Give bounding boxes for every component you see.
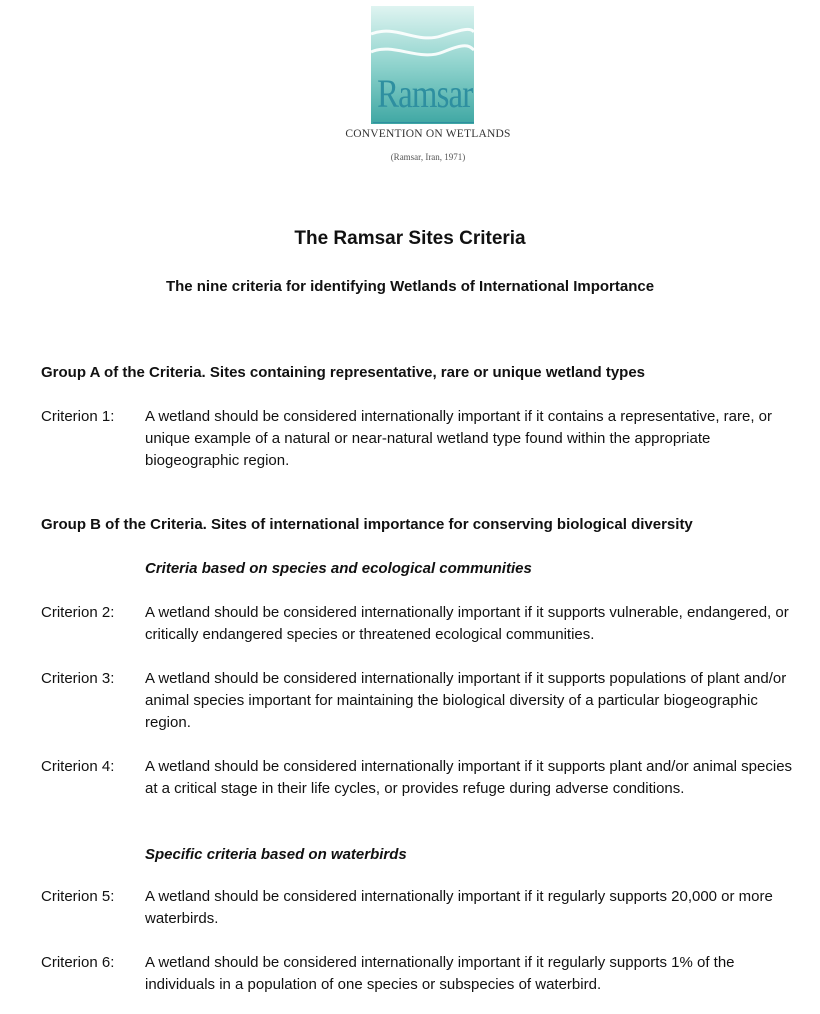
group-a-heading: Group A of the Criteria. Sites containing representative, rare or unique wetland types <box>41 364 646 381</box>
subheading-species-communities: Criteria based on species and ecological communities <box>145 560 532 577</box>
logo-rule <box>373 122 474 123</box>
ramsar-logo <box>333 6 523 174</box>
criterion-text: A wetland should be considered internationally important if it regularly supports 20,000 or more waterbirds. <box>145 888 773 927</box>
subheading-waterbirds: Specific criteria based on waterbirds <box>145 846 407 863</box>
criterion-label: Criterion 4: <box>41 758 115 775</box>
group-b-heading: Group B of the Criteria. Sites of international importance for conserving biological diversity <box>41 516 693 533</box>
criterion-label: Criterion 5: <box>41 888 115 905</box>
criterion-label: Criterion 6: <box>41 954 115 971</box>
criterion-text: A wetland should be considered internationally important if it contains a representative, rare, or unique example of a natural or near-natural wetland type found within the appropriate biogeographic region. <box>145 408 773 469</box>
logo-convention-text: CONVENTION ON WETLANDS <box>345 128 511 140</box>
page-subtitle: The nine criteria for identifying Wetlands of International Importance <box>165 278 655 295</box>
criterion-text: A wetland should be considered internationally important if it supports vulnerable, endangered, or critically endangered species or threatened ecological communities. <box>145 604 789 643</box>
logo-place-date: (Ramsar, Iran, 1971) <box>390 152 466 162</box>
page-title: The Ramsar Sites Criteria <box>294 228 526 249</box>
logo-wordmark: Ramsar <box>377 71 473 116</box>
criterion-label: Criterion 3: <box>41 670 115 687</box>
criterion-text: A wetland should be considered internationally important if it regularly supports 1% of the individuals in a population of one species or subspecies of waterbird. <box>145 954 735 993</box>
criterion-label: Criterion 2: <box>41 604 115 621</box>
criterion-text: A wetland should be considered internationally important if it supports plant and/or animal species at a critical stage in their life cycles, or provides refuge during adverse conditions. <box>145 758 793 797</box>
criterion-text: A wetland should be considered internationally important if it supports populations of plant and/or animal species important for maintaining the biological diversity of a particular biogeographic region. <box>145 670 787 731</box>
criterion-label: Criterion 1: <box>41 408 115 425</box>
